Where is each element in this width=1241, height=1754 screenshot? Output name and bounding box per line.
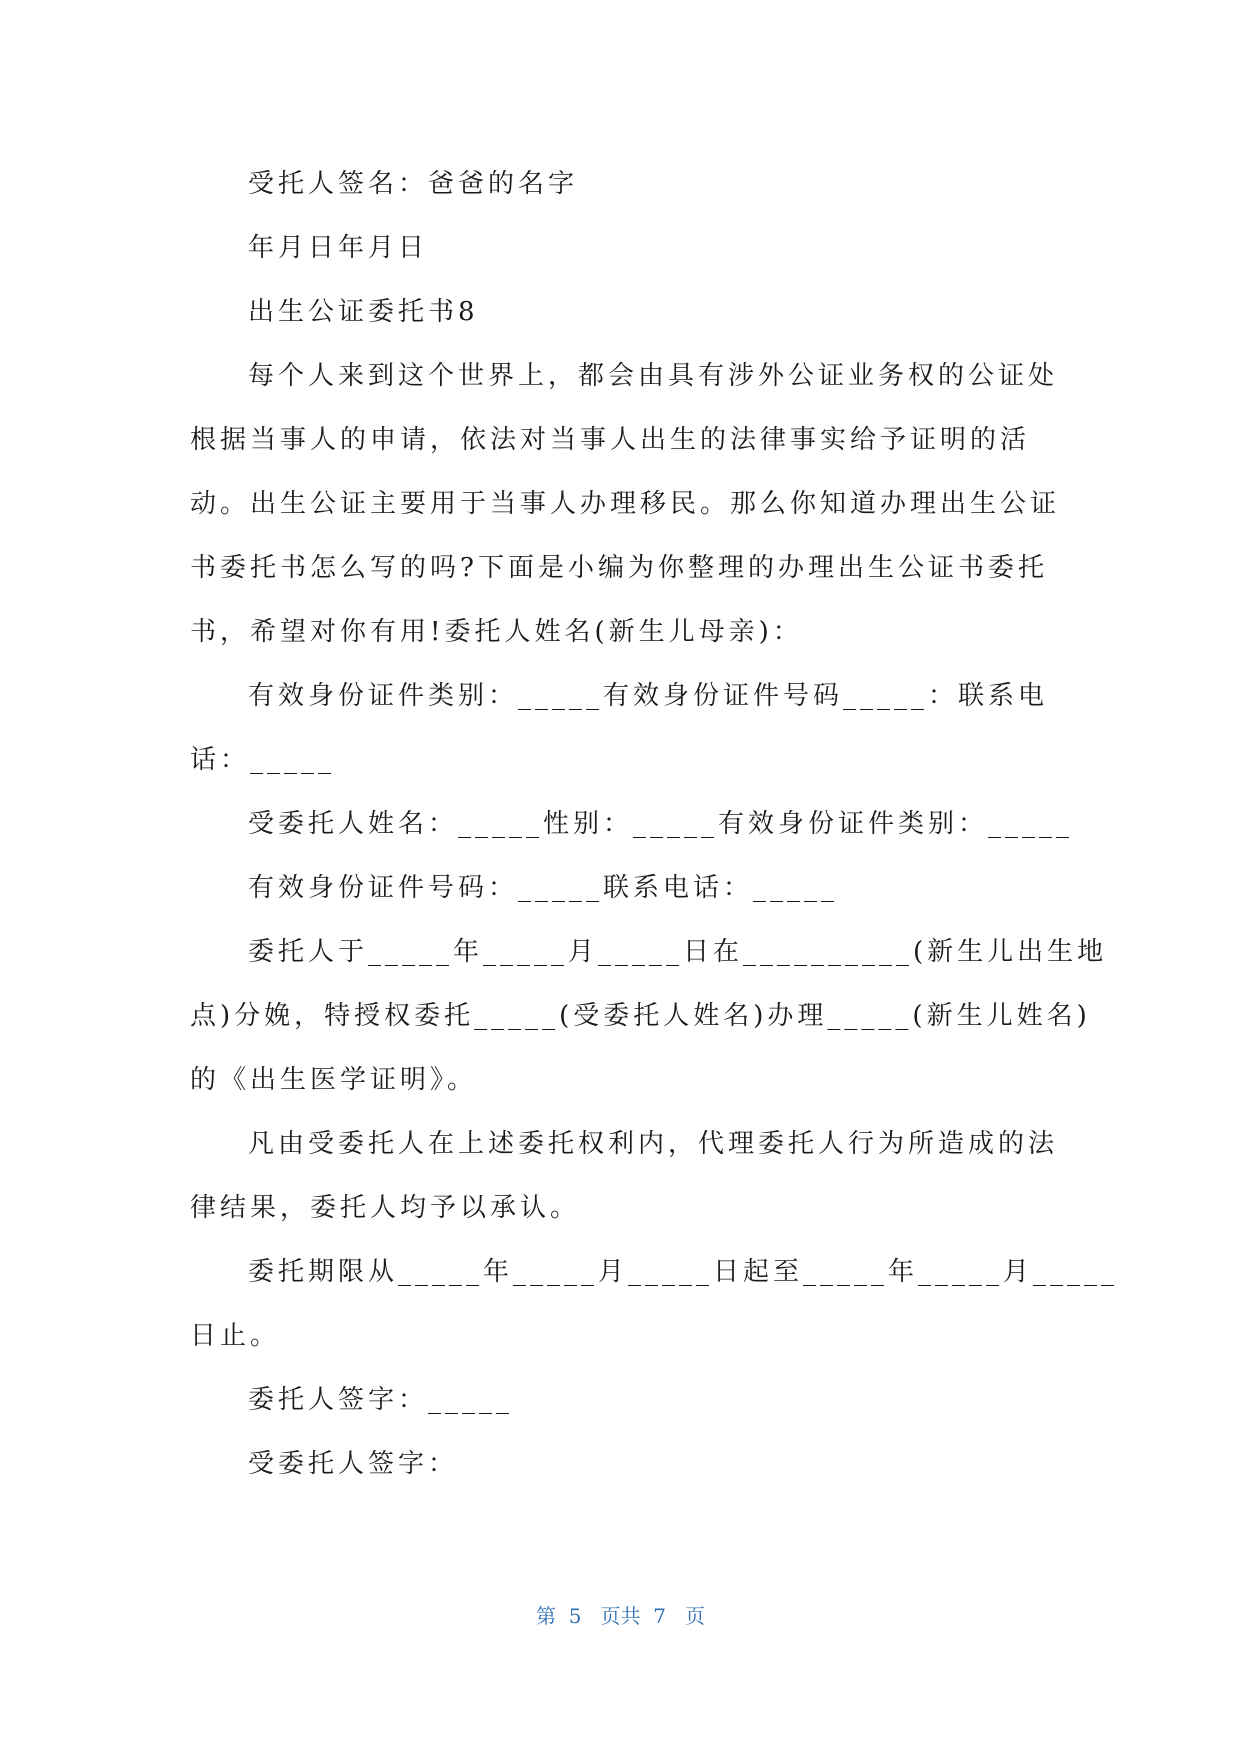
section-title: 出生公证委托书8: [248, 297, 479, 327]
footer-prefix: 第: [535, 1604, 556, 1628]
signature-field: 委托人签字：_____: [248, 1385, 514, 1415]
form-line: 受委托人姓名：_____性别：_____有效身份证件类别：_____: [248, 809, 1074, 839]
paragraph-line: 书委托书怎么写的吗?下面是小编为你整理的办理出生公证书委托: [190, 553, 1048, 583]
paragraph-line: 根据当事人的申请，依法对当事人出生的法律事实给予证明的活: [190, 425, 1031, 455]
form-line: 有效身份证件号码：_____联系电话：_____: [248, 873, 839, 903]
form-line: 委托人于_____年_____月_____日在__________(新生儿出生地: [248, 937, 1108, 967]
form-line: 委托期限从_____年_____月_____日起至_____年_____月_____: [248, 1257, 1119, 1287]
form-line: 点)分娩，特授权委托_____(受委托人姓名)办理_____(新生儿姓名): [190, 1001, 1091, 1031]
form-line: 有效身份证件类别：_____有效身份证件号码_____：联系电: [248, 681, 1049, 711]
paragraph-line: 律结果，委托人均予以承认。: [190, 1193, 581, 1223]
signature-line: 受托人签名：爸爸的名字: [248, 169, 579, 199]
paragraph-line: 动。出生公证主要用于当事人办理移民。那么你知道办理出生公证: [190, 489, 1061, 519]
form-line: 的《出生医学证明》。: [190, 1065, 478, 1095]
footer-page-number: 5: [568, 1604, 582, 1628]
form-line: 日止。: [190, 1321, 281, 1351]
footer-suffix: 页: [685, 1604, 706, 1628]
paragraph-line: 书，希望对你有用!委托人姓名(新生儿母亲)：: [190, 617, 803, 647]
form-line: 话：_____: [190, 745, 336, 775]
paragraph-line: 凡由受委托人在上述委托权利内，代理委托人行为所造成的法: [248, 1129, 1059, 1159]
signature-field: 受委托人签字：: [248, 1449, 459, 1479]
page-footer: [0, 1600, 1241, 1629]
footer-total-pages: 7: [653, 1604, 666, 1628]
footer-middle: 页共: [600, 1604, 641, 1628]
paragraph-line: 每个人来到这个世界上，都会由具有涉外公证业务权的公证处: [248, 361, 1059, 391]
date-line: 年月日年月日: [248, 233, 429, 263]
